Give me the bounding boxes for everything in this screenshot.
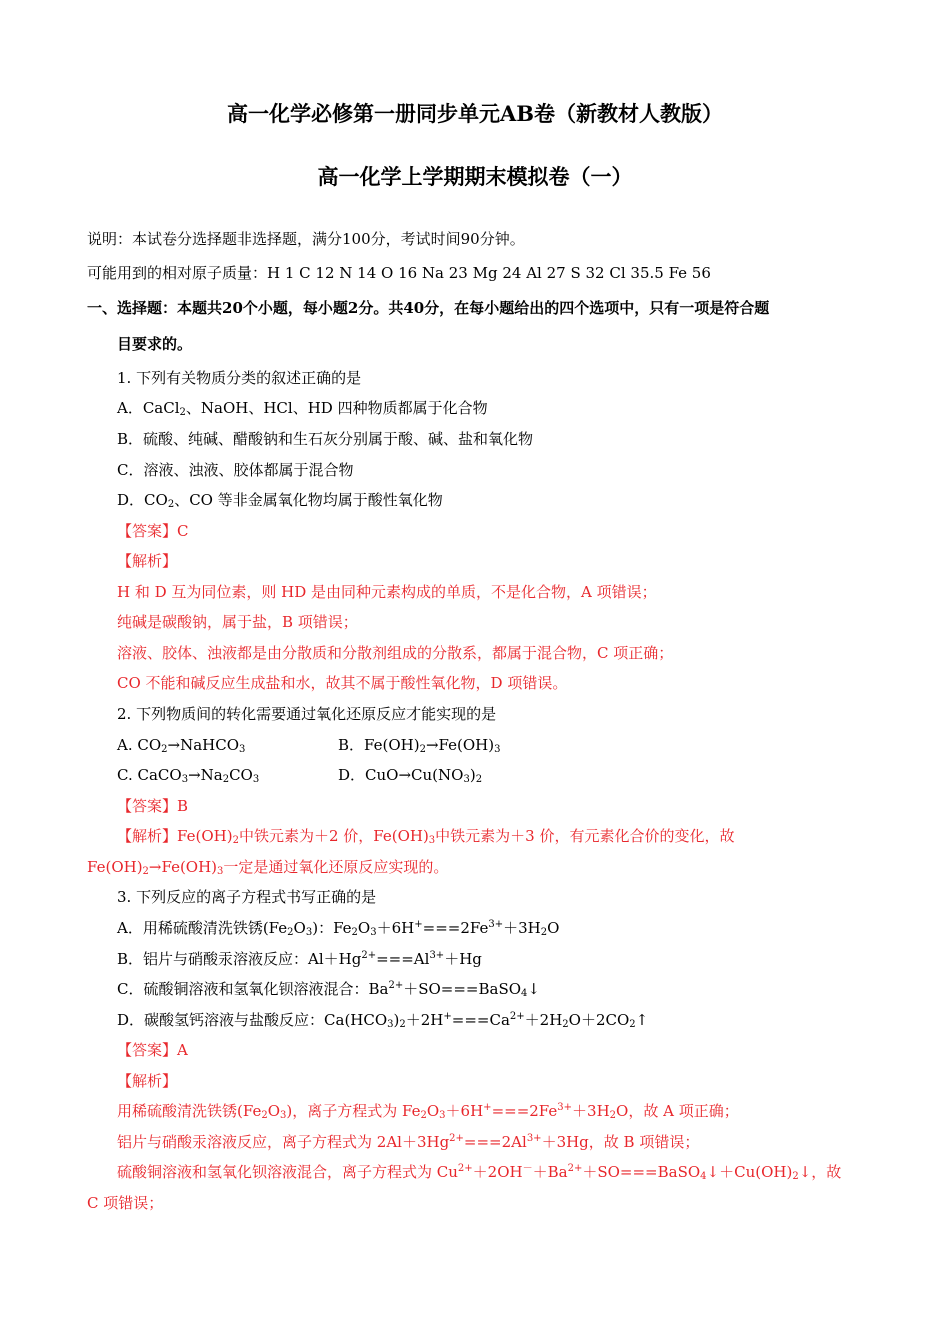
q1-analysis-line: CO 不能和碱反应生成盐和水，故其不属于酸性氧化物，D 项错误。 [117,674,568,692]
q3-analysis-line: 用稀硫酸清洗铁锈$(Fe_2O_3)$，离子方程式为 $Fe_2O_3+6H^+===2Fe^{3+}+3H_2O$，故 A 项正确； [117,1102,739,1121]
q1-option-d: D．$CO_2$、CO 等非金属氧化物均属于酸性氧化物 [117,491,443,510]
exam-subtitle: 高一化学上学期期末模拟卷（一） [317,164,633,189]
q3-stem: 3. 下列反应的离子方程式书写正确的是 [117,888,377,906]
q1-analysis-line: H 和 D 互为同位素，则 HD 是由同种元素构成的单质，不是化合物，A 项错误； [117,583,657,601]
q1-analysis-line: 溶液、胶体、浊液都是由分散质和分散剂组成的分散系，都属于混合物，C 项正确； [117,644,674,662]
q2-option-a: A. $CO_2\to NaHCO_3$ [117,736,246,755]
exam-note: 说明：本试卷分选择题非选择题，满分100分，考试时间90分钟。 [87,230,525,248]
section-heading-cont: 目要求的。 [117,335,193,353]
q1-analysis-label: 【解析】 [117,552,178,570]
q1-analysis-line: 纯碱是碳酸钠，属于盐，B 项错误； [117,613,358,631]
q1-answer: 【答案】C [117,522,189,540]
q3-option-c: C．硫酸铜溶液和氢氧化钡溶液混合：$Ba^{2+}+SO===BaSO_4↓$ [117,980,540,999]
q2-option-b: B．$Fe(OH)_2\to Fe(OH)_3$ [338,736,501,755]
q2-option-c: C. $CaCO_3\to Na_2CO_3$ [117,766,260,785]
q3-analysis-line: C 项错误； [87,1194,164,1212]
q1-option-c: C．溶液、浊液、胶体都属于混合物 [117,461,354,479]
section-heading: 一、选择题：本题共20个小题，每小题2分。共40分，在每小题给出的四个选项中，只有一项是符合题 [87,299,770,317]
q3-option-d: D．碳酸氢钙溶液与盐酸反应：$Ca(HCO_3)_2+2H^+===Ca^{2+}+2H_2O+2CO_2↑$ [117,1011,649,1030]
q2-analysis-line: $Fe(OH)_2\to Fe(OH)_3$一定是通过氧化还原反应实现的。 [87,858,449,877]
q3-answer: 【答案】A [117,1041,188,1059]
q3-option-b: B．铝片与硝酸汞溶液反应：$Al+Hg^{2+}===Al^{3+}+Hg$ [117,950,482,968]
q2-analysis-line: 【解析】$Fe(OH)_2$中铁元素为＋2 价，$Fe(OH)_3$中铁元素为＋3 价，有元素化合价的变化，故 [117,827,735,846]
q2-answer: 【答案】B [117,797,189,815]
atomic-masses: 可能用到的相对原子质量：H 1 C 12 N 14 O 16 Na 23 Mg 24 Al 27 S 32 Cl 35.5 Fe 56 [87,264,711,282]
q2-stem: 2. 下列物质间的转化需要通过氧化还原反应才能实现的是 [117,705,497,723]
q1-option-b: B．硫酸、纯碱、醋酸钠和生石灰分别属于酸、碱、盐和氧化物 [117,430,534,448]
document-title: 高一化学必修第一册同步单元AB卷（新教材人教版） [226,101,724,126]
q3-analysis-label: 【解析】 [117,1072,178,1090]
q3-option-a: A．用稀硫酸清洗铁锈$(Fe_2O_3)$：$Fe_2O_3+6H^+===2Fe^{3+}+3H_2O$ [117,919,560,938]
q1-option-a: A．CaCl$_2$、NaOH、HCl、HD 四种物质都属于化合物 [117,399,488,418]
q1-stem: 1. 下列有关物质分类的叙述正确的是 [117,369,362,387]
q2-option-d: D．$CuO\to Cu(NO_3)_2$ [338,766,483,785]
q3-analysis-line: 铝片与硝酸汞溶液反应，离子方程式为 $2Al+3Hg^{2+}===2Al^{3+}+3Hg$，故 B 项错误； [117,1133,700,1151]
q3-analysis-line: 硫酸铜溶液和氢氧化钡溶液混合，离子方程式为 $Cu^{2+}+2OH^-+Ba^{2+}+SO===BaSO_4↓+Cu(OH)_2↓$，故 [117,1163,842,1182]
